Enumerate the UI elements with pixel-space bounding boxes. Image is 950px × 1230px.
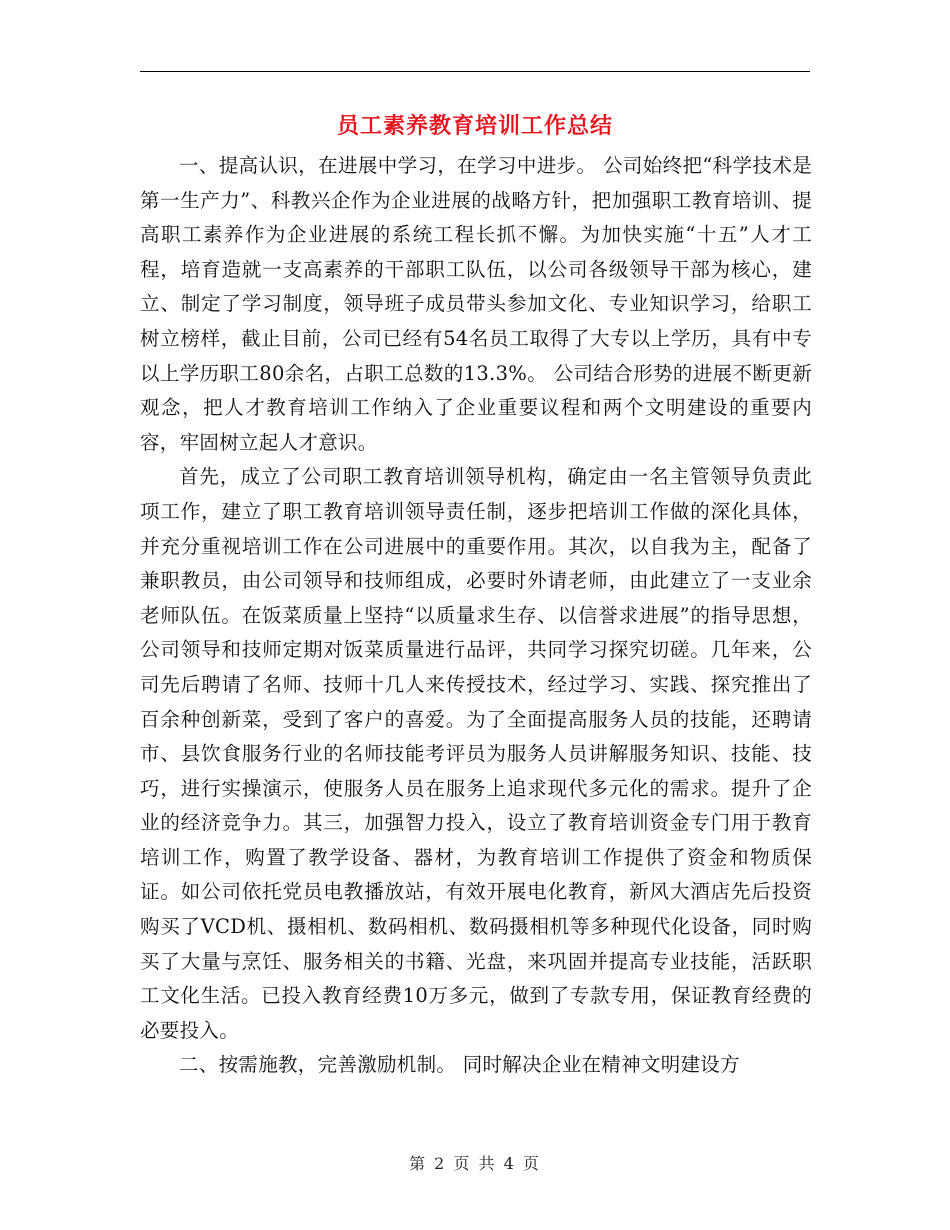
document-body xyxy=(140,149,812,1083)
document-title: 员工素养教育培训工作总结 xyxy=(336,113,613,139)
header-rule xyxy=(140,71,810,72)
paragraph: 一、提高认识，在进展中学习，在学习中进步。 公司始终把“科学技术是第一生产力”、科教兴企作为企业进展的战略方针，把加强职工教育培训、提高职工素养作为企业进展的系统工程长抓不懈。为加快实施“十五”人才工程，培育造就一支高素养的干部职工队伍，以公司各级领导干部为核心，建立、制定了学习制度，领导班子成员带头参加文化、专业知识学习，给职工树立榜样，截止目前，公司已经有54名员工取得了大专以上学历，具有中专以上学历职工80余名，占职工总数的13.3%。 公司结合形势的进展不断更新观念，把人才教育培训工作纳入了企业重要议程和两个文明建设的重要内容，牢固树立起人才意识。 xyxy=(140,154,812,454)
page-number-footer: 第 2 页 共 4 页 xyxy=(409,1154,541,1173)
paragraph: 二、按需施教，完善激励机制。 同时解决企业在精神文明建设方 xyxy=(179,1053,740,1077)
paragraph: 首先，成立了公司职工教育培训领导机构，确定由一名主管领导负责此项工作，建立了职工教育培训领导责任制，逐步把培训工作做的深化具体，并充分重视培训工作在公司进展中的重要作用。其次，以自我为主，配备了兼职教员，由公司领导和技师组成，必要时外请老师，由此建立了一支业余老师队伍。在饭菜质量上坚持“以质量求生存、以信誉求进展”的指导思想，公司领导和技师定期对饭菜质量进行品评，共同学习探究切磋。几年来，公司先后聘请了名师、技师十几人来传授技术，经过学习、实践、探究推出了百余种创新菜，受到了客户的喜爱。为了全面提高服务人员的技能，还聘请市、县饮食服务行业的名师技能考评员为服务人员讲解服务知识、技能、技巧，进行实操演示，使服务人员在服务上追求现代多元化的需求。提升了企业的经济竞争力。其三，加强智力投入，设立了教育培训资金专门用于教育培训工作，购置了教学设备、器材，为教育培训工作提供了资金和物质保证。如公司依托党员电教播放站，有效开展电化教育，新风大酒店先后投资购买了VCD机、摄相机、数码相机、数码摄相机等多种现代化设备，同时购买了大量与烹饪、服务相关的书籍、光盘，来巩固并提高专业技能，活跃职工文化生活。已投入教育经费10万多元，做到了专款专用，保证教育经费的必要投入。 xyxy=(140,465,812,1042)
